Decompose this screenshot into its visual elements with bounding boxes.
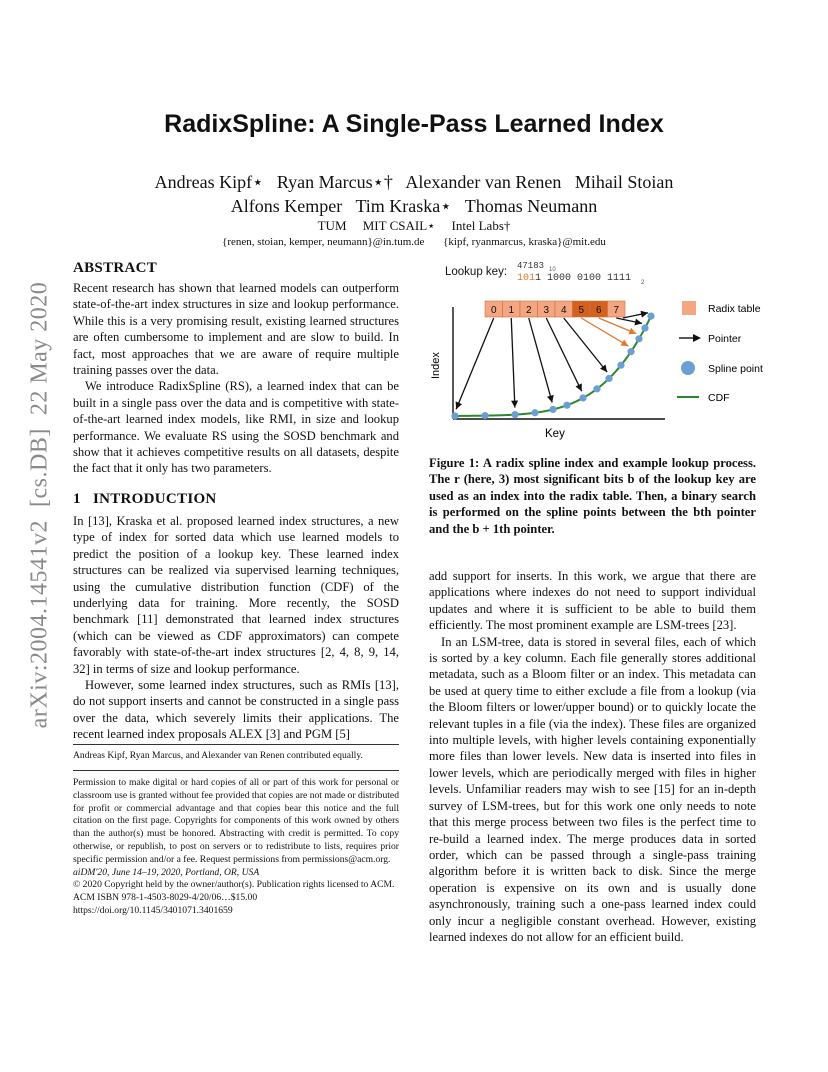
pointer-line: [546, 318, 581, 391]
pointer-arrows: [456, 311, 648, 410]
venue-line: aiDM'20, June 14–19, 2020, Portland, OR, USA: [73, 866, 260, 878]
pointer-line: [529, 318, 552, 403]
pointer-head: [547, 395, 554, 403]
lookup-decimal: 47183: [517, 261, 545, 271]
pointer-line: [456, 318, 494, 409]
affiliations: TUM MIT CSAIL⋆ Intel Labs†: [317, 218, 511, 233]
legend-radix-swatch: [682, 301, 696, 315]
radix-table: [485, 301, 625, 317]
emails: [0, 236, 828, 248]
right-paragraph-1: add support for inserts. In this work, we argue that there are applications where indexes do not need to support individual updates and where it is sufficient to be able to build them efficiently. The most prominent example are LSM-trees [23].: [429, 569, 756, 633]
radix-cell-label: 3: [543, 305, 550, 316]
spline-point: [617, 362, 624, 369]
radix-cell-label: 5: [578, 305, 585, 316]
isbn-line: ACM ISBN 978-1-4503-8029-4/20/06…$15.00: [73, 892, 258, 904]
figure-1: [425, 255, 775, 450]
authors-line-1: Andreas Kipf⋆ Ryan Marcus⋆† Alexander van Renen Mihail Stoian: [154, 172, 674, 192]
spline-point: [579, 394, 586, 401]
legend-radix-label: Radix table: [708, 303, 761, 315]
spline-point: [511, 411, 518, 418]
pointer-head: [641, 311, 649, 318]
intro-heading: 1 INTRODUCTION: [73, 491, 217, 507]
lookup-bits-prefix: 101: [517, 273, 536, 284]
lookup-bits-base: 2: [641, 280, 645, 286]
pointer-line: [511, 318, 515, 408]
spline-point: [635, 335, 642, 342]
spline-point: [605, 375, 612, 382]
lookup-bits: [517, 273, 631, 284]
y-axis-label: Index: [430, 352, 442, 379]
pointer-head: [511, 401, 518, 408]
radix-cell-label: 7: [613, 305, 620, 316]
spline-point: [627, 348, 634, 355]
right-paragraph-2: In an LSM-tree, data is stored in several files, each of which is sorted by a key column. Each file generally stores additional metadata, such as a Bloom filter or an index. This metadata can be used at query time to either exclude a file from a lookup (via the Bloom filters or lower/upper bound) or to quickly locate the relevant tuples in a file (via the index). These files are organized into multiple levels, with higher levels containing exponentially more files than lower levels. New data is inserted into files in lower levels, which are periodically merged with files in higher levels. Unfamiliar readers may wish to see [15] for an in-depth survey of LSM-trees, but for this work one only needs to note that this merge process between two files is the perfect time to re-build a learned index. The merge produces data in sorted order, which can be passed through a single-pass training algorithm before it is written back to disk. Since the merge operation is expensive on its own and is usually done asynchronously, training such a one-pass learned index could only incur a negligible constant overhead. However, existing learned indexes do not allow for an efficient build.: [429, 634, 756, 944]
spline-point: [647, 313, 654, 320]
radix-cell-label: 6: [595, 305, 602, 316]
footnote-rule: [73, 744, 399, 745]
arxiv-stamp: [20, 250, 60, 760]
intro-paragraph-2: However, some learned index structures, such as RMIs [13], do not support inserts and cannot be constructed in a single pass over the data, which severely limits their applications. The recent learned index proposals ALEX [3] and PGM [5]: [73, 678, 399, 742]
contribution-note: Andreas Kipf, Ryan Marcus, and Alexander van Renen contributed equally.: [73, 750, 363, 761]
radix-cell-label: 4: [560, 305, 567, 316]
copyright-line: © 2020 Copyright held by the owner/author(s). Publication rights licensed to ACM.: [73, 879, 395, 891]
legend-cdf-label: CDF: [708, 392, 730, 404]
email-mit: {kipf, ryanmarcus, kraska}@mit.edu: [443, 236, 606, 248]
pointer-head: [635, 319, 643, 326]
radix-cell-label: 2: [525, 305, 532, 316]
abstract-body: [73, 280, 399, 477]
legend-spline-label: Spline point: [708, 363, 763, 375]
legend-spline-swatch: [681, 361, 695, 375]
radix-cell-label: 1: [508, 305, 515, 316]
spline-point: [593, 385, 600, 392]
spline-point: [641, 324, 648, 331]
radix-cell-label: 0: [490, 305, 497, 316]
legend-pointer-head: [693, 334, 701, 342]
permission-block: [73, 777, 399, 918]
authors-line-2: Alfons Kemper Tim Kraska⋆ Thomas Neumann: [230, 196, 598, 216]
figure-caption: Figure 1: A radix spline index and example lookup process. The r (here, 3) most significant bits b of the lookup key are used as an index into the radix table. Then, a binary search is performed on the spline points between the bth pointer and the b + 1th pointer.: [429, 456, 756, 536]
email-tum: {renen, stoian, kemper, neumann}@in.tum.de: [222, 236, 425, 248]
paper-title: RadixSpline: A Single-Pass Learned Index: [164, 110, 664, 138]
permission-text: Permission to make digital or hard copies of all or part of this work for personal or classroom use is granted without fee provided that copies are not made or distributed for profit or commercial advantage and that copies bear this notice and the full citation on the first page. Copyrights for components of this work owned by others than the author(s) must be honored. Abstracting with credit is permitted. To copy otherwise, or republish, to post on servers or to redistribute to lists, requires prior specific permission and/or a fee. Request permissions from permissions@acm.org.: [73, 777, 399, 865]
abstract-paragraph-1: Recent research has shown that learned models can outperform state-of-the-art index structures in size and lookup performance. While this is a very promising result, existing learned structures are often cumbersome to implement and are slow to build. In fact, most approaches that we are aware of require multiple training passes over the data.: [73, 281, 399, 378]
x-axis-label: Key: [545, 428, 565, 440]
spline-point: [563, 402, 570, 409]
intro-body: [73, 513, 399, 743]
pointer-head: [600, 365, 607, 373]
right-column-body: [429, 568, 756, 945]
lookup-bits-rest: 1 1000 0100 1111: [535, 273, 632, 284]
abstract-heading: ABSTRACT: [73, 260, 158, 276]
doi-line: https://doi.org/10.1145/3401071.3401659: [73, 904, 233, 916]
spline-point: [531, 409, 538, 416]
lookup-decimal-base: 10: [549, 267, 556, 273]
pointer-line: [581, 318, 628, 346]
permission-rule: [73, 770, 399, 771]
spline-point: [451, 412, 458, 419]
spline-point: [549, 406, 556, 413]
legend-pointer-label: Pointer: [708, 333, 742, 345]
intro-paragraph-1: In [13], Kraska et al. proposed learned index structures, a new type of index for sorted data which use learned models to predict the position of a lookup key. These learned index structures can be realized via supervised learning techniques, using the cumulative distribution function (CDF) of the underlying data for training. More recently, the SOSD benchmark [11] demonstrated that learned index structures (which can be viewed as CDF approximators) can compete favorably with state-of-the-art index structures [2, 4, 8, 9, 14, 32] in terms of size and lookup performance.: [73, 514, 399, 676]
lookup-key-label: Lookup key:: [445, 266, 508, 278]
abstract-paragraph-2: We introduce RadixSpline (RS), a learned index that can be built in a single pass over the data and is competitive with state-of-the-art learned index models, like RMI, in size and lookup performance. We evaluate RS using the SOSD benchmark and show that it achieves competitive results on all datasets, despite the fact that it only has two parameters.: [73, 379, 399, 476]
pointer-line: [564, 318, 607, 372]
arxiv-id: arXiv:2004.14541v2 [cs.DB] 22 May 2020: [26, 281, 53, 729]
spline-point: [481, 412, 488, 419]
